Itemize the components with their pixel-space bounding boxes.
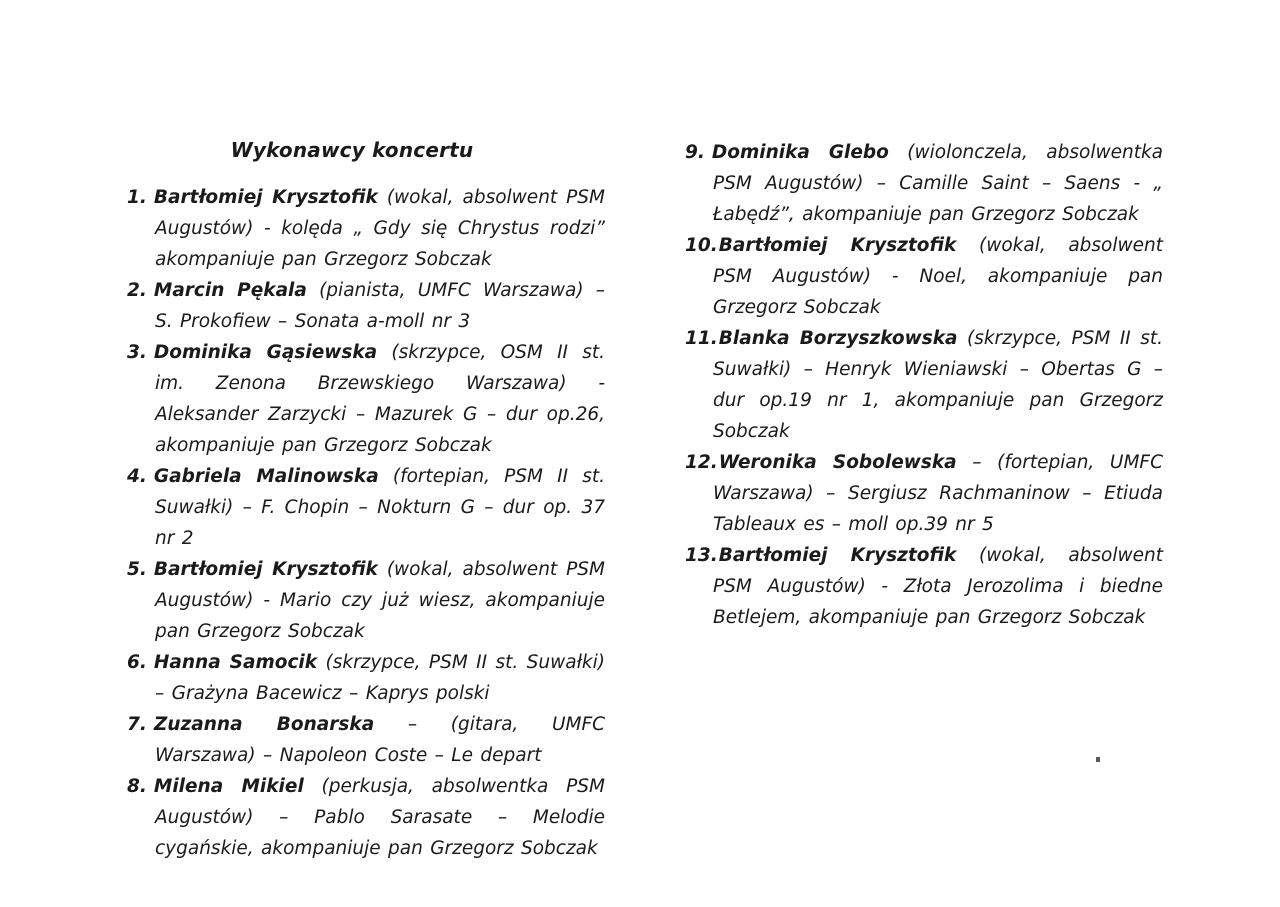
performer-item	[127, 182, 605, 275]
performer-item	[127, 554, 605, 647]
item-number: 12.	[685, 452, 718, 473]
performer-name: Hanna Samocik	[153, 652, 318, 673]
performer-item	[685, 447, 1163, 540]
performer-details: – (gitara, UMFC Warszawa) – Napoleon Coste – Le depart	[155, 714, 606, 766]
performer-name: Blanka Borzyszkowska	[718, 328, 958, 349]
performer-name: Marcin Pękala	[153, 280, 307, 301]
performer-name: Bartłomiej Krysztofik	[718, 235, 957, 256]
performer-name: Bartłomiej Krysztofik	[153, 559, 378, 580]
item-number: 11.	[685, 328, 718, 349]
scan-speck	[1096, 757, 1100, 762]
performer-details: – (fortepian, UMFC Warszawa) – Sergiusz Rachmaninow – Etiuda Tableaux es – moll op.39 nr 5	[713, 452, 1163, 535]
performer-details: (skrzypce, OSM II st. im. Zenona Brzewskiego Warszawa) - Aleksander Zarzycki – Mazurek G – dur op.26, akompaniuje pan Grzegorz Sobczak	[155, 342, 606, 456]
performer-details: (wokal, absolwent PSM Augustów) - Noel, akompaniuje pan Grzegorz Sobczak	[713, 235, 1163, 318]
performer-name: Weronika Sobolewska	[718, 452, 957, 473]
item-number: 2.	[127, 280, 147, 301]
performer-details: (wokal, absolwent PSM Augustów) - Złota Jerozolima i biedne Betlejem, akompaniuje pan Grzegorz Sobczak	[713, 545, 1163, 628]
performer-item	[127, 647, 605, 709]
performer-item	[685, 323, 1163, 447]
page-title: Wykonawcy koncertu	[230, 138, 474, 162]
performer-name: Bartłomiej Krysztofik	[153, 187, 378, 208]
performer-details: (pianista, UMFC Warszawa) – S. Prokofiew – Sonata a-moll nr 3	[155, 280, 605, 332]
item-number: 4.	[127, 466, 147, 487]
item-number: 5.	[127, 559, 147, 580]
item-number: 8.	[127, 776, 147, 797]
performers-list-left	[127, 182, 605, 864]
performer-details: (fortepian, PSM II st. Suwałki) – F. Chopin – Nokturn G – dur op. 37 nr 2	[155, 466, 605, 549]
performer-details: (wokal, absolwent PSM Augustów) - Mario czy już wiesz, akompaniuje pan Grzegorz Sobczak	[155, 559, 605, 642]
performer-item	[685, 230, 1163, 323]
performer-item	[685, 137, 1163, 230]
performer-details: (wokal, absolwent PSM Augustów) - kolęda „ Gdy się Chrystus rodzi” akompaniuje pan Grzegorz Sobczak	[155, 187, 605, 270]
item-number: 6.	[127, 652, 147, 673]
performer-item	[127, 461, 605, 554]
performer-details: (perkusja, absolwentka PSM Augustów) – Pablo Sarasate – Melodie cygańskie, akompaniuje pan Grzegorz Sobczak	[155, 776, 605, 859]
item-number: 3.	[127, 342, 147, 363]
item-number: 13.	[685, 545, 718, 566]
item-number: 9.	[685, 142, 705, 163]
performer-item	[127, 709, 605, 771]
item-number: 10.	[685, 235, 718, 256]
performer-details: (skrzypce, PSM II st. Suwałki) – Grażyna Bacewicz – Kaprys polski	[155, 652, 606, 704]
performer-name: Zuzanna Bonarska	[153, 714, 375, 735]
performer-name: Dominika Glebo	[711, 142, 889, 163]
performer-name: Dominika Gąsiewska	[153, 342, 378, 363]
performer-item	[127, 275, 605, 337]
performer-details: (wiolonczela, absolwentka PSM Augustów) – Camille Saint – Saens - „ Łabędź”, akompaniuje pan Grzegorz Sobczak	[713, 142, 1164, 225]
item-number: 7.	[127, 714, 147, 735]
item-number: 1.	[127, 187, 147, 208]
performer-item	[685, 540, 1163, 633]
performer-name: Milena Mikiel	[153, 776, 304, 797]
performer-name: Bartłomiej Krysztofik	[718, 545, 957, 566]
performer-item	[127, 771, 605, 864]
performer-details: (skrzypce, PSM II st. Suwałki) – Henryk Wieniawski – Obertas G – dur op.19 nr 1, akompaniuje pan Grzegorz Sobczak	[713, 328, 1163, 442]
performer-item	[127, 337, 605, 461]
performers-list-right	[685, 137, 1163, 633]
performer-name: Gabriela Malinowska	[153, 466, 379, 487]
